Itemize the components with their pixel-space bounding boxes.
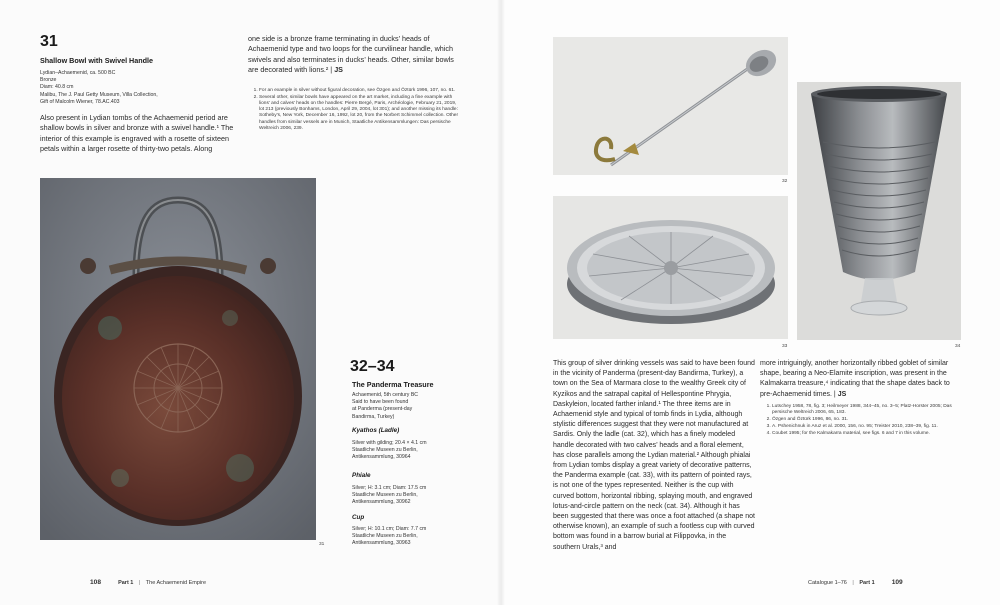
footnote: 1. For an example in silver without figural decoration, see Özgen and Öztürk 1996, 107, no. 61. — [259, 88, 462, 94]
footnote: 1. Lutschey 1958, 78, fig. 3; Heilmeyer 1988, 344–45, no. 3–5; Platz-Horster 2005; Das persische Weltreich 2006, 65, 183. — [772, 404, 963, 416]
catalogue-number: 31 — [40, 33, 58, 50]
author-initials: JS — [334, 65, 343, 75]
footnote: 4. Coubet 1995; for the Kalmakarra material, see figs. 6 and 7 in this volume. — [772, 431, 963, 437]
footnotes-right — [763, 404, 963, 437]
figure-number-32: 32 — [782, 179, 788, 184]
entry-title-panderma: The Panderma Treasure — [352, 380, 434, 389]
figure-number-34: 34 — [955, 344, 961, 349]
entry-metadata-panderma: Achaemenid, 5th century BC Said to have been found at Panderma (present-day Bandirma, Turkey) — [352, 392, 419, 420]
catalogue-number-range: 32–34 — [350, 358, 395, 375]
item-details-cup: Silver; H: 10.1 cm; Diam: 7.7 cm Staatliche Museen zu Berlin, Antikensammlung, 30963 — [352, 526, 427, 547]
entry-metadata: Lydian–Achaemenid, ca. 500 BC Bronze Diam: 40.8 cm Malibu, The J. Paul Getty Museum, Villa Collection, Gift of Malcolm Wiener, 78.AC.403 — [40, 70, 158, 105]
ribbed-cup-photo — [797, 82, 961, 340]
footer-part-left: Part 1 — [118, 580, 134, 586]
book-gutter — [497, 0, 505, 605]
footnote: 2. Several other, similar bowls have appeared on the art market, including a fine example with lions’ and calves’ heads on the handles: Pierre Bergé, Paris, Archéologie, February 21, 2019, lot 213 (previously Bonhams, London, April 29, 2004, lot 301); and another missing its handle: Sotheby’s, New York, December 16, 1992, lot 20, from the Norbert Schimmel collection. Other handles from similar vessels are in Munich, Staatliche Antikensammlungen: Das persische Weltreich 2006, 239. — [259, 95, 462, 132]
item-heading-phiale: Phiale — [352, 472, 371, 479]
item-heading-kyathos: Kyathos (Ladle) — [352, 427, 400, 434]
page-number-left: 108 — [90, 579, 102, 586]
item-heading-cup: Cup — [352, 514, 365, 521]
body-text-right-col2: more intriguingly, another horizontally ribbed goblet of similar shape, bearing a Neo-Elamite inscription, was present in the Kalmakarra treasure,⁴ indicating that the shape dates back to pre-Achaemenid times. | JS — [760, 360, 950, 398]
author-initials-right: JS — [837, 390, 847, 398]
footnote: 2. Özgen and Öztürk 1996, 86, no. 31. — [772, 417, 963, 423]
ladle-photo — [553, 37, 788, 175]
footer-catalogue: Catalogue 1–76 — [808, 580, 847, 586]
body-text-continued: one side is a bronze frame terminating in ducks’ heads of Achaemenid type and two loops for the curvilinear handle, which swivels and also terminates in ducks’ heads. Other, similar bowls are decorated with lions.² | JS — [248, 34, 454, 75]
footnotes-left — [250, 88, 462, 133]
phiale-photo — [553, 196, 788, 339]
bronze-bowl-photo — [40, 178, 316, 540]
item-details-phiale: Silver; H: 3.1 cm; Diam: 17.5 cm Staatliche Museen zu Berlin, Antikensammlung, 30962 — [352, 485, 427, 506]
entry-title: Shallow Bowl with Swivel Handle — [40, 56, 154, 65]
footer-left: 108 Part 1 | The Achaemenid Empire — [90, 579, 207, 586]
footer-right: Catalogue 1–76 | Part 1 109 — [808, 579, 903, 586]
footer-part-right: Part 1 — [859, 580, 875, 586]
footnote: 3. A. Pshenichnuk in Aruz et al. 2000, 156, no. 95; Treister 2010, 238–39, fig. 11. — [772, 424, 963, 430]
figure-number-31: 31 — [319, 542, 325, 547]
figure-number-33: 33 — [782, 344, 788, 349]
body-text-left: Also present in Lydian tombs of the Achaemenid period are shallow bowls in silver and bronze with a swivel handle.¹ The interior of this example is engraved with a rosette of sixteen petals within a larger rosette of thirty-two petals. Along — [40, 113, 234, 154]
body-text-right-col1: This group of silver drinking vessels was said to have been found in the vicinity of Panderma (present-day Bandirma, Turkey), a town on the Sea of Marmara close to the wealthy Greek city of Kyzikos and the satrapal capital of Hellespontine Phrygia, Daskyleion, located farther inland.¹ The three items are in Achaemenid style and typical of tomb finds in Lydia, although stylistic differences suggest that they were not manufactured at Sardis. Only the ladle (cat. 32), which has a finely modeled handle decorated with two calves’ heads and a floral element, has close parallels among the Lydian material.² Although phialai from Lydian tombs display a great variety of decorative patterns, the Panderma example (cat. 33), with its pattern of pointed rays, is not one of the types represented. Neither is the cup with curved bottom, horizontal ribbing, splaying mouth, and engraved lotus-and-circle pattern on the neck (cat. 34). Although it has been suggested that there was once a foot attached (a shape not otherwise known), an example of such a footless cup with curved bottom was found in a barrow burial at Filippovka, in the southern Urals,³ and — [553, 360, 755, 551]
item-details-kyathos: Silver with gilding; 20.4 × 4.1 cm Staatliche Museen zu Berlin, Antikensammlung, 30964 — [352, 440, 427, 461]
page-number-right: 109 — [891, 579, 903, 586]
footer-section-left: The Achaemenid Empire — [145, 580, 207, 586]
